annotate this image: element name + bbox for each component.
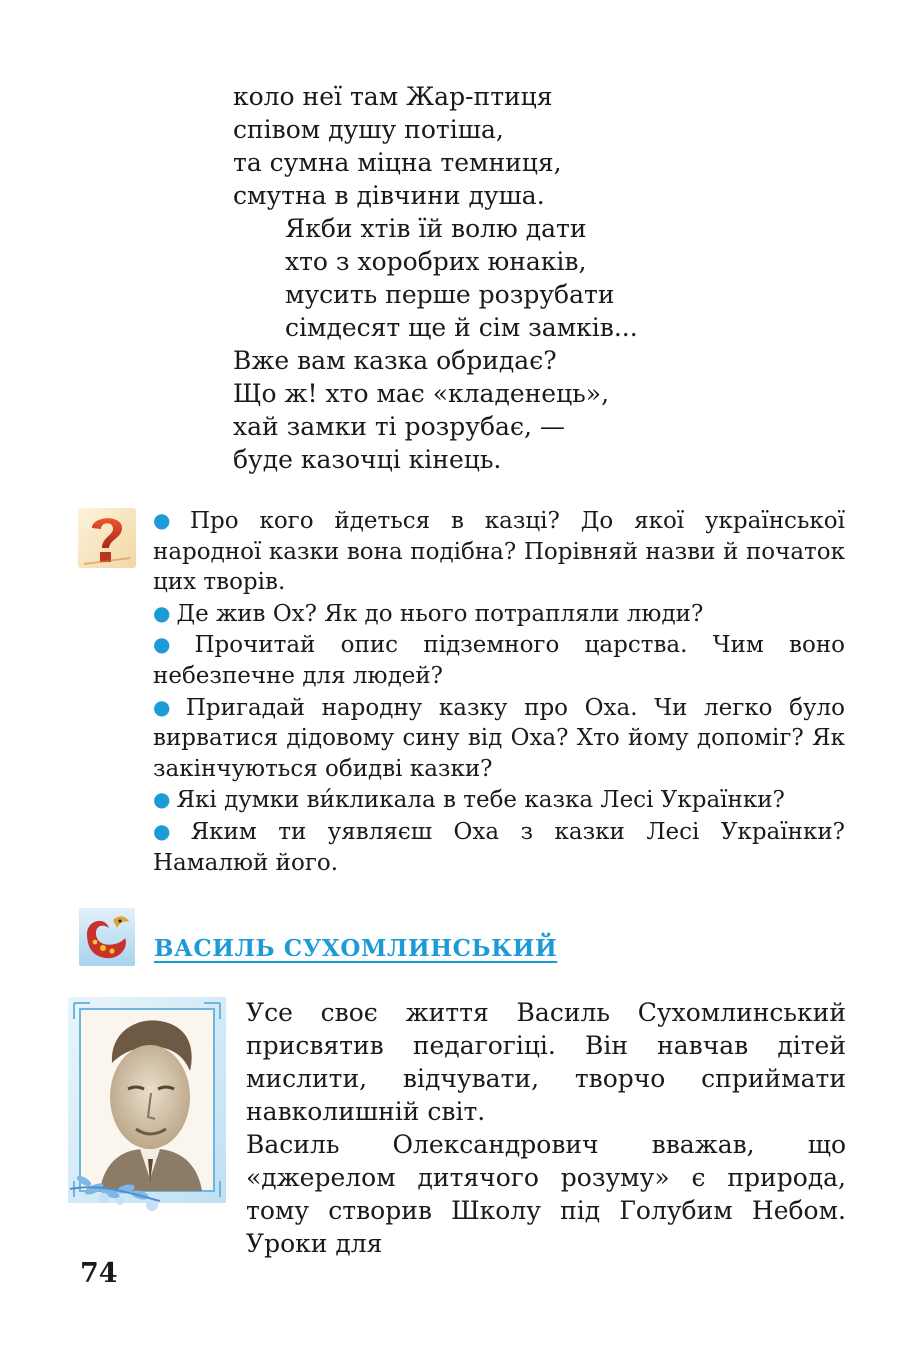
poem xyxy=(233,80,833,476)
firebird-icon xyxy=(79,908,135,966)
bullet-icon: ● xyxy=(153,787,171,812)
poem-line: буде казочці кінець. xyxy=(233,445,502,474)
question-item: ● Про кого йдеться в казці? До якої української народної казки вона подібна? Порівняй назви й початок цих творів. xyxy=(153,508,846,596)
poem-line: сімдесят ще й сім замків... xyxy=(285,313,638,342)
author-heading[interactable]: ВАСИЛЬ СУХОМЛИНСЬКИЙ xyxy=(154,935,558,962)
author-biography xyxy=(246,996,846,1260)
poem-line: Що ж! хто має «кладенець», xyxy=(233,379,610,408)
page-number: 74 xyxy=(80,1258,118,1289)
poem-line: Якби хтів їй волю дати xyxy=(285,214,587,243)
bullet-icon: ● xyxy=(153,508,184,532)
poem-line: смутна в дівчини душа. xyxy=(233,181,545,210)
poem-line: хай замки ті розрубає, — xyxy=(233,412,565,441)
question-item: ● Прочитай опис підземного царства. Чим воно небезпечне для людей? xyxy=(153,632,846,689)
poem-line: хто з хоробрих юнаків, xyxy=(285,247,587,276)
bullet-icon: ● xyxy=(153,818,185,843)
poem-line: коло неї там Жар-птиця xyxy=(233,82,553,111)
question-item: ● Де жив Ох? Як до нього потрапляли люди? xyxy=(153,600,704,627)
author-portrait xyxy=(60,993,230,1221)
poem-line: та сумна міцна темниця, xyxy=(233,148,562,177)
poem-line: Вже вам казка обридає? xyxy=(233,346,557,375)
bio-paragraph: Василь Олександрович вважав, що «джерелом дитячого розуму» є природа, тому створив Школу під Голубим Небом. Уроки для xyxy=(246,1130,846,1258)
bio-paragraph: Усе своє життя Василь Сухомлинський присвятив педагогіці. Він навчав дітей мислити, відчувати, творчо сприймати навколишній світ. xyxy=(246,998,846,1126)
bullet-icon: ● xyxy=(153,600,171,625)
question-item: ● Пригадай народну казку про Оха. Чи легко було вирватися дідовому сину від Оха? Хто йому допоміг? Як закінчуються обидві казки? xyxy=(153,694,846,782)
bullet-icon: ● xyxy=(153,632,189,657)
question-mark-icon xyxy=(78,508,136,568)
bullet-icon: ● xyxy=(153,694,180,719)
questions-list xyxy=(153,505,845,878)
question-item: ● Яким ти уявляєш Оха з казки Лесі Українки? Намалюй його. xyxy=(153,818,845,876)
poem-line: мусить перше розрубати xyxy=(285,280,615,309)
question-item: ● Які думки ви́кликала в тебе казка Лесі Українки? xyxy=(153,787,785,814)
poem-line: співом душу потіша, xyxy=(233,115,504,144)
